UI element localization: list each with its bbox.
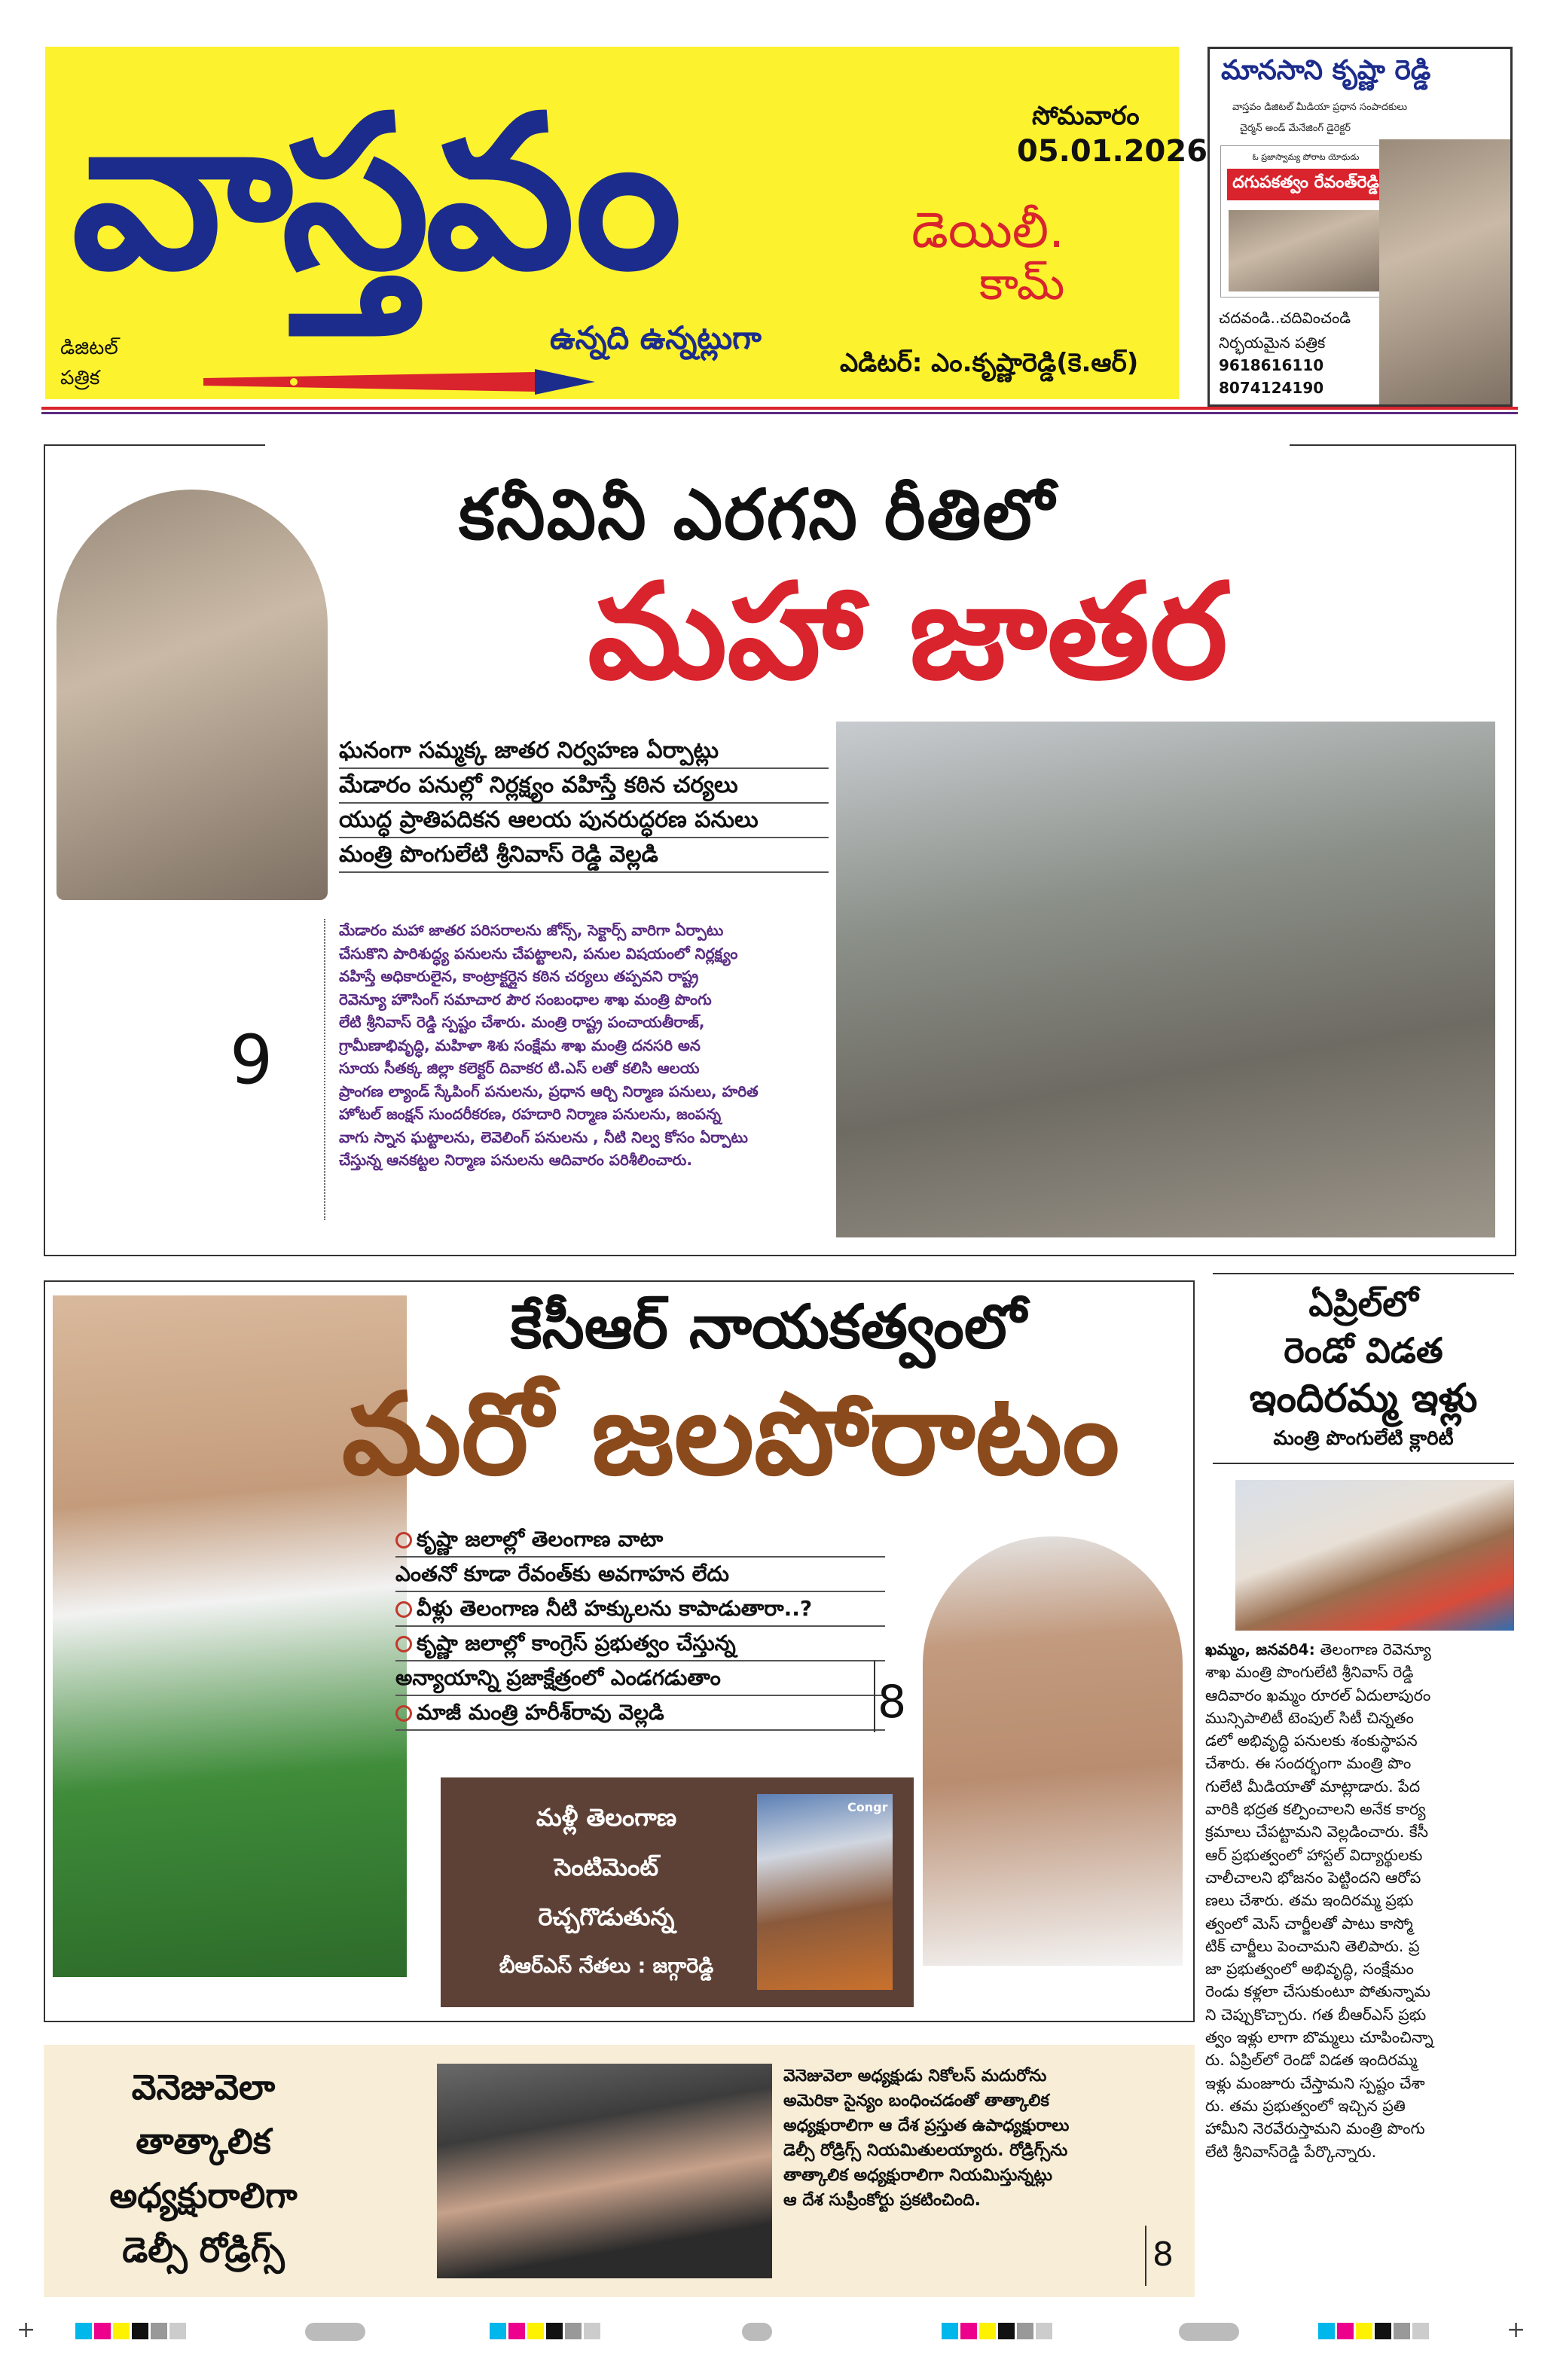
masthead-digital: డిజిటల్	[60, 337, 118, 359]
story1-body-line: లేటి శ్రీనివాస్ రెడ్డి స్పష్టం చేశారు. మంత్రి రాష్ట్ర పంచాయతీరాజ్,	[339, 1013, 705, 1031]
story3-body-line: ఆదివారం ఖమ్మం రూరల్ ఏదులాపురం	[1205, 1686, 1431, 1704]
story4-headline-line: డెల్సీ రోడ్రిగ్స్	[122, 2229, 285, 2270]
ad-banner: దగుపకత్వం రేవంత్‌రెడ్డి	[1227, 169, 1385, 200]
story3-body-line: ణలు చేశారు. తమ ఇందిరమ్మ ప్రభు	[1205, 1891, 1414, 1910]
jaggareddy-box	[441, 1777, 914, 2007]
masthead	[45, 47, 1208, 399]
story1-event-photo	[836, 722, 1495, 1237]
story3-body-line: చేశారు. ఈ సందర్భంగా మంత్రి పొం	[1205, 1754, 1412, 1773]
story2-bullet	[395, 1523, 885, 1558]
ad-kind: నిర్భయమైన పత్రిక	[1219, 334, 1326, 352]
story1-headline: మహా జాతర	[588, 556, 1228, 709]
story2-bullets	[395, 1523, 885, 1731]
story3-body-line: ఇళ్లు మంజూరు చేస్తామని స్పష్టం చేశా	[1205, 2073, 1425, 2092]
bullet-ring-icon	[395, 1601, 412, 1618]
box-line: మళ్లీ తెలంగాణ	[536, 1803, 677, 1832]
story1-bullet: ఘనంగా సమ్మక్క జాతర నిర్వహణ ఏర్పాట్లు	[339, 734, 829, 769]
ad-banner-photo	[1229, 210, 1383, 291]
masthead-brand: డెయిలీ.	[911, 201, 1065, 259]
ad-box	[1207, 47, 1513, 407]
story2-bullet-text: వీళ్లు తెలంగాణ నీటి హక్కులను కాపాడుతారా..?	[417, 1596, 813, 1621]
story3-dateline: ఖమ్మం, జనవరి4:	[1205, 1640, 1315, 1658]
story3-top-rule	[1213, 1273, 1514, 1274]
story3-body-line: డలో అభివృద్ధి పనులకు శంకుస్థాపన	[1205, 1732, 1418, 1750]
story3-body-line: చాలీచాలని భోజనం పెట్టిందని ఆరోప	[1205, 1868, 1421, 1887]
story2-bullet	[395, 1592, 885, 1627]
masthead-brand-2: కామ్	[979, 258, 1065, 310]
story4-body-line: వెనెజువెలా అధ్యక్షుడు నికోలస్ మదురోను	[783, 2067, 1047, 2086]
story3-body-line: జా ప్రభుత్వంలో అభివృద్ధి, సంక్షేమం	[1205, 1960, 1414, 1979]
story2-bullet-text: అన్యాయాన్ని ప్రజాక్షేత్రంలో ఎండగడుతాం	[395, 1665, 721, 1690]
ad-book-banner	[1220, 145, 1391, 298]
story1-body-line: హోటల్ జంక్షన్ సుందరీకరణ, రహదారి నిర్మాణ పనులను, జంపన్న	[339, 1105, 722, 1123]
story1-kicker: కనీవినీ ఎరగని రీతిలో	[458, 474, 1056, 555]
story2-bullet	[395, 1696, 885, 1731]
crosshair-icon: +	[17, 2317, 36, 2343]
story3-first: తెలంగాణ రెవెన్యూ	[1320, 1640, 1431, 1658]
reg-oval	[305, 2323, 365, 2341]
masthead-rule	[41, 407, 1518, 410]
story1-body-line: చేసుకొని పారిశుద్ధ్య పనులను చేపట్టాలని, పనుల విషయంలో నిర్లక్ష్యం	[339, 944, 738, 963]
bullet-ring-icon	[395, 1705, 412, 1722]
registration-bar	[0, 2312, 1557, 2350]
story3-body-line: రు. తమ ప్రభుత్వంలో ఇచ్చిన ప్రతి	[1205, 2096, 1406, 2115]
story2-bullet-text: కృష్ణా జలాల్లో కాంగ్రెస్ ప్రభుత్వం చేస్తున్న	[417, 1631, 736, 1655]
story2-harish-photo	[923, 1536, 1183, 1966]
masthead-editor: ఎడిటర్: ఎం.కృష్ణారెడ్డి(కె.ఆర్)	[840, 348, 1139, 378]
pen-nib-logo	[203, 363, 625, 401]
story4-page-ref: 8	[1152, 2235, 1174, 2274]
color-bar	[75, 2323, 188, 2342]
story1-bullet: మేడారం పనుల్లో నిర్లక్ష్యం వహిస్తే కఠిన చర్యలు	[339, 769, 829, 804]
box-line: రెచ్చగొడుతున్న	[538, 1902, 675, 1931]
story3-body-line: లేటి శ్రీనివాస్‌రెడ్డి పేర్కొన్నారు.	[1205, 2142, 1377, 2161]
color-bar	[942, 2323, 1055, 2342]
masthead-day: సోమవారం	[1032, 101, 1140, 131]
story2-bullet-text: కృష్ణా జలాల్లో తెలంగాణ వాటా	[417, 1527, 664, 1552]
story3-body-line: త్వం ఇళ్లు లాగా బొమ్మలు చూపించిన్నా	[1205, 2028, 1433, 2047]
story1-body-divider	[324, 919, 327, 1220]
story3-body-line: క్రమాలు చేపట్టామని వెల్లడించారు. కేసీ	[1205, 1823, 1428, 1841]
story3-sub-rule	[1213, 1463, 1514, 1464]
story4-body-line: అధ్యక్షురాలిగా ఆ దేశ ప్రస్తుత ఉపాధ్యక్షురాలు	[783, 2116, 1070, 2135]
story2-page-ref: 8	[878, 1676, 907, 1729]
story4-body-line: డెల్సీ రోడ్రిగ్స్ నియమితులయ్యారు. రోడ్రిగ్స్‌ను	[783, 2141, 1068, 2160]
story3-headline-line: రెండో విడత	[1284, 1330, 1443, 1371]
story1-body-line: చేస్తున్న ఆనకట్టల నిర్మాణ పనులను ఆదివారం పరిశీలించారు.	[339, 1151, 692, 1169]
story2-bullet	[395, 1558, 885, 1592]
ad-line1: వాస్తవం డిజిటల్ మీడియా ప్రధాన సంపాదకులు	[1232, 102, 1408, 113]
photo-caption: Congr	[847, 1800, 888, 1814]
story4-headline-line: అధ్యక్షురాలిగా	[109, 2175, 298, 2216]
ad-read: చదవండి..చదివించండి	[1219, 309, 1351, 327]
masthead-rule-2	[41, 412, 1518, 414]
story3-body-line: మున్సిపాలిటీ టెంపుల్ సిటీ చిన్నతం	[1205, 1708, 1414, 1727]
ad-line2: చైర్మన్ అండ్ మేనేజింగ్ డైరెక్టర్	[1240, 123, 1351, 134]
story3-headline	[1205, 1280, 1522, 1423]
ad-phone2: 8074124190	[1219, 379, 1324, 397]
story2-bullet	[395, 1627, 885, 1661]
story2-bullet-text: ఎంతనో కూడా రేవంత్‌కు అవగాహన లేదు	[395, 1561, 729, 1586]
story4-headline-line: వెనెజువెలా	[131, 2067, 276, 2107]
story3-headline-line: ఇందిరమ్మ ఇళ్లు	[1249, 1376, 1478, 1421]
story2-page-divider	[874, 1661, 875, 1732]
story1-body-line: వహిస్తే అధికారులైన, కాంట్రాక్టర్లైన కఠిన చర్యలు తప్పవని రాష్ట్ర	[339, 967, 699, 985]
story4-body	[783, 2064, 1175, 2213]
story2-bullet-text: మాజీ మంత్రి హరీశ్‌రావు వెల్లడి	[417, 1700, 664, 1725]
ad-person-photo	[1379, 139, 1512, 407]
crosshair-icon: +	[1507, 2317, 1526, 2343]
story3-sub: మంత్రి పొంగులేటి క్లారిటీ	[1273, 1427, 1454, 1450]
story1-bullets	[339, 734, 829, 873]
story1-minister-photo	[56, 490, 328, 900]
masthead-date: 05.01.2026	[1017, 134, 1208, 169]
story1-bullet: మంత్రి పొంగులేటి శ్రీనివాస్ రెడ్డి వెల్లడి	[339, 838, 829, 873]
story1-body-line: ప్రాంగణ ల్యాండ్ స్కేపింగ్ పనులను, ప్రధాన ఆర్చి నిర్మాణ పనులు, హరిత	[339, 1082, 759, 1100]
ad-phone1: 9618616110	[1219, 356, 1324, 374]
ad-name: మానసాని కృష్ణా రెడ్డి	[1221, 55, 1431, 86]
story1-body-line: వాగు స్నాన ఘట్టాలను, లెవెలింగ్ పనులను , నీటి నిల్వ కోసం ఏర్పాటు	[339, 1127, 748, 1146]
story4-headline	[53, 2060, 354, 2277]
bullet-ring-icon	[395, 1636, 412, 1652]
story4-body-line: అమెరికా సైన్యం బంధించడంతో తాత్కాలిక	[783, 2092, 1049, 2110]
color-bar	[1318, 2323, 1431, 2342]
story2-bullet	[395, 1661, 885, 1696]
story3-body-line: శాఖ మంత్రి పొంగులేటి శ్రీనివాస్ రెడ్డి	[1205, 1663, 1414, 1682]
box-line: సెంటిమెంట్	[554, 1853, 659, 1881]
bullet-ring-icon	[395, 1532, 412, 1549]
story4-body-line: తాత్కాలిక అధ్యక్షురాలిగా నియమిస్తున్నట్లు	[783, 2166, 1052, 2185]
masthead-tagline: ఉన్నది ఉన్నట్లుగా	[550, 319, 762, 356]
story4-photo	[437, 2064, 772, 2278]
story3-body-line: త్వంలో మెస్ చార్జీలతో పాటు కాస్మో	[1205, 1914, 1413, 1933]
story4-body-line: ఆ దేశ సుప్రీంకోర్టు ప్రకటించింది.	[783, 2191, 981, 2210]
story1-page-ref: 9	[230, 1021, 273, 1100]
story3-body-line: రెండు కళ్లలా చేసుకుంటూ పోతున్నామ	[1205, 1982, 1430, 2001]
story1-bullet: యుద్ధ ప్రాతిపదికన ఆలయ పునరుద్ధరణ పనులు	[339, 804, 829, 838]
story4-page-divider	[1145, 2226, 1146, 2286]
story4-headline-line: తాత్కాలిక	[136, 2121, 271, 2162]
masthead-title: వాస్తవం	[72, 71, 678, 316]
story3-body-line: గులేటి మీడియాతో మాట్లాడారు. పేద	[1205, 1777, 1421, 1796]
story3-body-line: హామీని నెరవేరుస్తామని మంత్రి పొంగు	[1205, 2119, 1425, 2138]
story1-body-line: గ్రామీణాభివృద్ధి, మహిళా శిశు సంక్షేమ శాఖ మంత్రి దనసరి అన	[339, 1036, 701, 1054]
jaggareddy-photo	[757, 1794, 893, 1990]
reg-oval	[1179, 2323, 1239, 2341]
story1-body-line: సూయ సీతక్క జిల్లా కలెక్టర్ దివాకర టి.ఎస్ లతో కలిసి ఆలయ	[339, 1059, 700, 1077]
story3-body	[1205, 1638, 1514, 2163]
story3-body-line: ని చెప్పుకొచ్చారు. గత బీఆర్ఎస్ ప్రభు	[1205, 2005, 1427, 2024]
story3-body-line: వారికి భద్రత కల్పించాలని అనేక కార్య	[1205, 1800, 1426, 1819]
story3-photo	[1235, 1480, 1514, 1631]
jaggareddy-lines	[456, 1793, 757, 1991]
story3-first-line	[1205, 1638, 1514, 1661]
reg-oval	[742, 2323, 772, 2341]
story3-body-line: టిక్ చార్జీలు పెంచామని తెలిపారు. ప్ర	[1205, 1936, 1420, 1955]
story1-frame-gap	[265, 441, 1290, 447]
story1-body	[339, 919, 832, 1172]
story2-headline: మరో జలపోరాటం	[341, 1369, 1120, 1500]
story1-body-line: రెవెన్యూ హౌసింగ్ సమాచార పౌర సంబంధాల శాఖ మంత్రి పొంగు	[339, 990, 712, 1008]
story3-body-line: ఆర్ ప్రభుత్వంలో హాస్టల్ విద్యార్థులకు	[1205, 1845, 1423, 1864]
story3-headline-line: ఏప్రిల్‌లో	[1308, 1283, 1418, 1324]
masthead-patrika: పత్రిక	[60, 367, 100, 389]
color-bar	[490, 2323, 603, 2342]
story1-body-line: మేడారం మహా జాతర పరిసరాలను జోన్స్, సెక్టార్స్ వారిగా ఏర్పాటు	[339, 921, 724, 939]
story3-body-line: రు. ఏప్రిల్‌లో రెండో విడత ఇందిరమ్మ	[1205, 2051, 1418, 2070]
box-line: బీఆర్ఎస్ నేతలు : జగ్గారెడ్డి	[499, 1954, 714, 1978]
ad-banner-small: ఓ ప్రజాస్వామ్య పోరాట యోధుడు	[1252, 152, 1360, 162]
story2-kicker: కేసీఆర్ నాయకత్వంలో	[510, 1292, 1027, 1362]
